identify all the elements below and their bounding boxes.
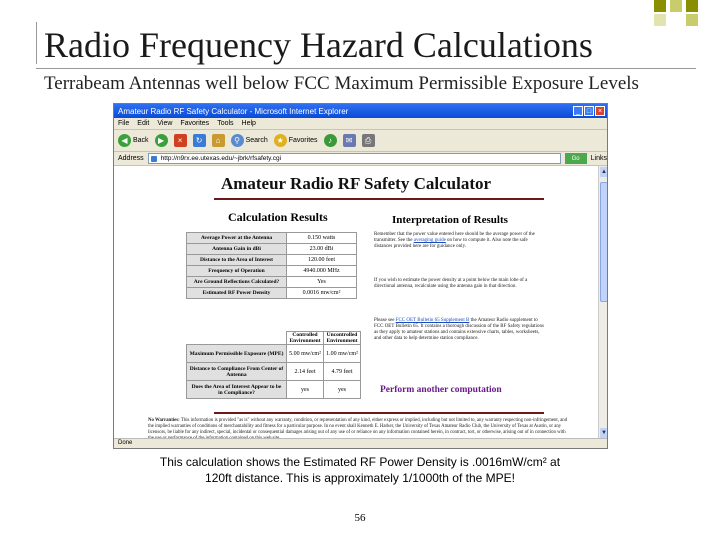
home-button[interactable] [212, 134, 225, 147]
result-label: Antenna Gain in dBi [187, 244, 287, 255]
col-uncontrolled: Uncontrolled Environment [324, 332, 361, 345]
averaging-guide-link[interactable]: averaging guide [413, 238, 446, 243]
calc-results-heading: Calculation Results [228, 210, 328, 224]
warning-text: This information is provided "as is" without any warranty, condition, or representation of any kind, either express or implied, including but not limited to, any warranty respecting non-infringement, and the implied warranties of conditions of merchantability and fitness for a particular purpose. In no event shall Kenneth E. Harker, the University of Texas Amateur Radio Club, the University of Texas at Austin, or any licensors, be liable for any indirect, special, incidental or consequential damages arising out of any use of or reliance on any information contained herein, in contract, tort, or otherwise, arising out of in connection with [148, 418, 568, 435]
menu-favorites[interactable]: Favorites [180, 120, 210, 127]
favorites-label: Favorites [288, 137, 318, 144]
mpe-label: Does the Area of Interest Appear to be in Compliance? [187, 381, 287, 399]
back-label: Back [133, 137, 149, 144]
result-value: Yes [287, 277, 357, 288]
web-page [114, 166, 598, 449]
mail-icon: ✉ [343, 134, 356, 147]
mpe-uncontrolled: yes [324, 381, 361, 399]
menu-help[interactable]: Help [241, 120, 256, 127]
slide-title: Radio Frequency Hazard Calculations [44, 25, 593, 65]
address-input[interactable]: http://n9rx.ee.utexas.edu/~jbrk/rfsafety.cgi [148, 153, 561, 164]
address-bar [114, 152, 607, 166]
menu-file[interactable]: File [118, 120, 130, 127]
mpe-label: Maximum Permissible Exposure (MPE) [187, 345, 287, 363]
mpe-table [186, 331, 361, 399]
interpretation-paragraph [374, 232, 544, 250]
page-number: 56 [354, 512, 366, 524]
result-value: 0.0016 mw/cm² [287, 288, 357, 299]
mpe-uncontrolled: 1.00 mw/cm² [324, 345, 361, 363]
decor-square [654, 14, 666, 26]
decor-vertical-rule [36, 22, 37, 64]
fcc-bulletin-link[interactable]: FCC OET Bulletin 65 Supplement B [395, 318, 470, 323]
forward-arrow-icon: ▶ [155, 134, 168, 147]
print-button[interactable] [362, 134, 375, 147]
table-row [187, 288, 357, 299]
table-row [187, 381, 361, 399]
result-value: 4940.000 MHz [287, 266, 357, 277]
print-icon: ⎙ [362, 134, 375, 147]
home-icon: ⌂ [212, 134, 225, 147]
result-label: Are Ground Reflections Calculated? [187, 277, 287, 288]
mpe-label: Distance to Compliance From Center of Antenna [187, 363, 287, 381]
result-label: Frequency of Operation [187, 266, 287, 277]
table-row [187, 332, 361, 345]
page-divider [214, 412, 544, 414]
caption-line: 120ft distance. This is approximately 1/1000th of the MPE! [205, 471, 515, 485]
menu-tools[interactable]: Tools [217, 120, 234, 127]
decor-square [686, 0, 698, 12]
interpretation-heading: Interpretation of Results [392, 214, 508, 226]
stop-button[interactable] [174, 134, 187, 147]
decor-square [670, 0, 682, 12]
caption-line: This calculation shows the Estimated RF Power Density is .0016mW/cm² at [159, 455, 561, 469]
address-label: Address [118, 155, 144, 162]
table-row [187, 345, 361, 363]
browser-toolbar [114, 130, 607, 152]
empty-cell [187, 332, 287, 345]
table-row [187, 244, 357, 255]
interpretation-paragraph: If you wish to estimate the power density at a point below the main lobe of a directional antenna, recalculate using the antenna gain in that direction. [374, 278, 528, 289]
favorites-button[interactable] [274, 134, 318, 147]
result-label: Distance to the Area of Interest [187, 255, 287, 266]
maximize-button[interactable]: □ [584, 106, 594, 116]
warning-label: No Warranties: [148, 418, 180, 423]
close-button[interactable]: × [595, 106, 605, 116]
browser-window [113, 103, 608, 449]
media-icon: ♪ [324, 134, 337, 147]
vertical-scrollbar[interactable] [598, 166, 608, 449]
results-table [186, 232, 357, 299]
table-row [187, 277, 357, 288]
result-value: 23.00 dBi [287, 244, 357, 255]
links-label[interactable]: Links [590, 155, 607, 162]
slide-subtitle: Terrabeam Antennas well below FCC Maximum Permissible Exposure Levels [44, 73, 639, 94]
table-row [187, 255, 357, 266]
interp-text: the Amateur Radio supplement to FCC OET Bulletin 65. It contains a thorough discussion of the RF Safety regulations as they apply to amateur stations and contains extensive charts, tables, worksheets, and other data to help determine station compliance. [374, 318, 544, 341]
menu-view[interactable]: View [157, 120, 173, 127]
table-row [187, 363, 361, 381]
mpe-controlled: yes [287, 381, 324, 399]
page-divider [214, 198, 544, 200]
mpe-controlled: 2.14 feet [287, 363, 324, 381]
window-title: Amateur Radio RF Safety Calculator - Microsoft Internet Explorer [118, 106, 349, 116]
mpe-controlled: 5.00 mw/cm² [287, 345, 324, 363]
interp-text: on how to compute it. Also note the safe distances provided here are for guidance only. [374, 238, 528, 249]
menu-bar [114, 118, 607, 130]
go-button[interactable]: Go [565, 153, 587, 164]
refresh-button[interactable] [193, 134, 206, 147]
interpretation-paragraph [374, 318, 544, 342]
result-label: Average Power at the Antenna [187, 233, 287, 244]
back-arrow-icon: ◀ [118, 134, 131, 147]
result-value: 120.00 feet [287, 255, 357, 266]
decor-horizontal-rule [36, 68, 696, 69]
interp-text: Remember that the power value entered here should be the average power of the transmitter. See the [374, 232, 535, 243]
back-button[interactable] [118, 134, 149, 147]
table-row [187, 266, 357, 277]
status-bar: Done [114, 438, 608, 448]
result-value: 0.150 watts [287, 233, 357, 244]
search-label: Search [245, 137, 268, 144]
menu-edit[interactable]: Edit [137, 120, 150, 127]
search-icon: ⚲ [231, 134, 244, 147]
scroll-thumb[interactable] [600, 182, 608, 302]
result-label: Estimated RF Power Density [187, 288, 287, 299]
decor-square [654, 0, 666, 12]
stop-icon: × [174, 134, 187, 147]
forward-button[interactable] [155, 134, 168, 147]
scroll-up-icon[interactable]: ▲ [601, 169, 607, 175]
minimize-button[interactable]: _ [573, 106, 583, 116]
table-row [187, 233, 357, 244]
mpe-uncontrolled: 4.79 feet [324, 363, 361, 381]
page-title: Amateur Radio RF Safety Calculator [220, 174, 492, 193]
perform-computation-link[interactable]: Perform another computation [380, 385, 502, 395]
scroll-down-icon[interactable]: ▼ [601, 430, 607, 436]
search-button[interactable] [231, 134, 268, 147]
media-button[interactable] [324, 134, 337, 147]
refresh-icon: ↻ [193, 134, 206, 147]
mail-button[interactable] [343, 134, 356, 147]
browser-titlebar [114, 104, 607, 118]
col-controlled: Controlled Environment [287, 332, 324, 345]
favorites-star-icon: ★ [274, 134, 287, 147]
decor-square [686, 14, 698, 26]
interp-text: Please see [374, 318, 395, 323]
